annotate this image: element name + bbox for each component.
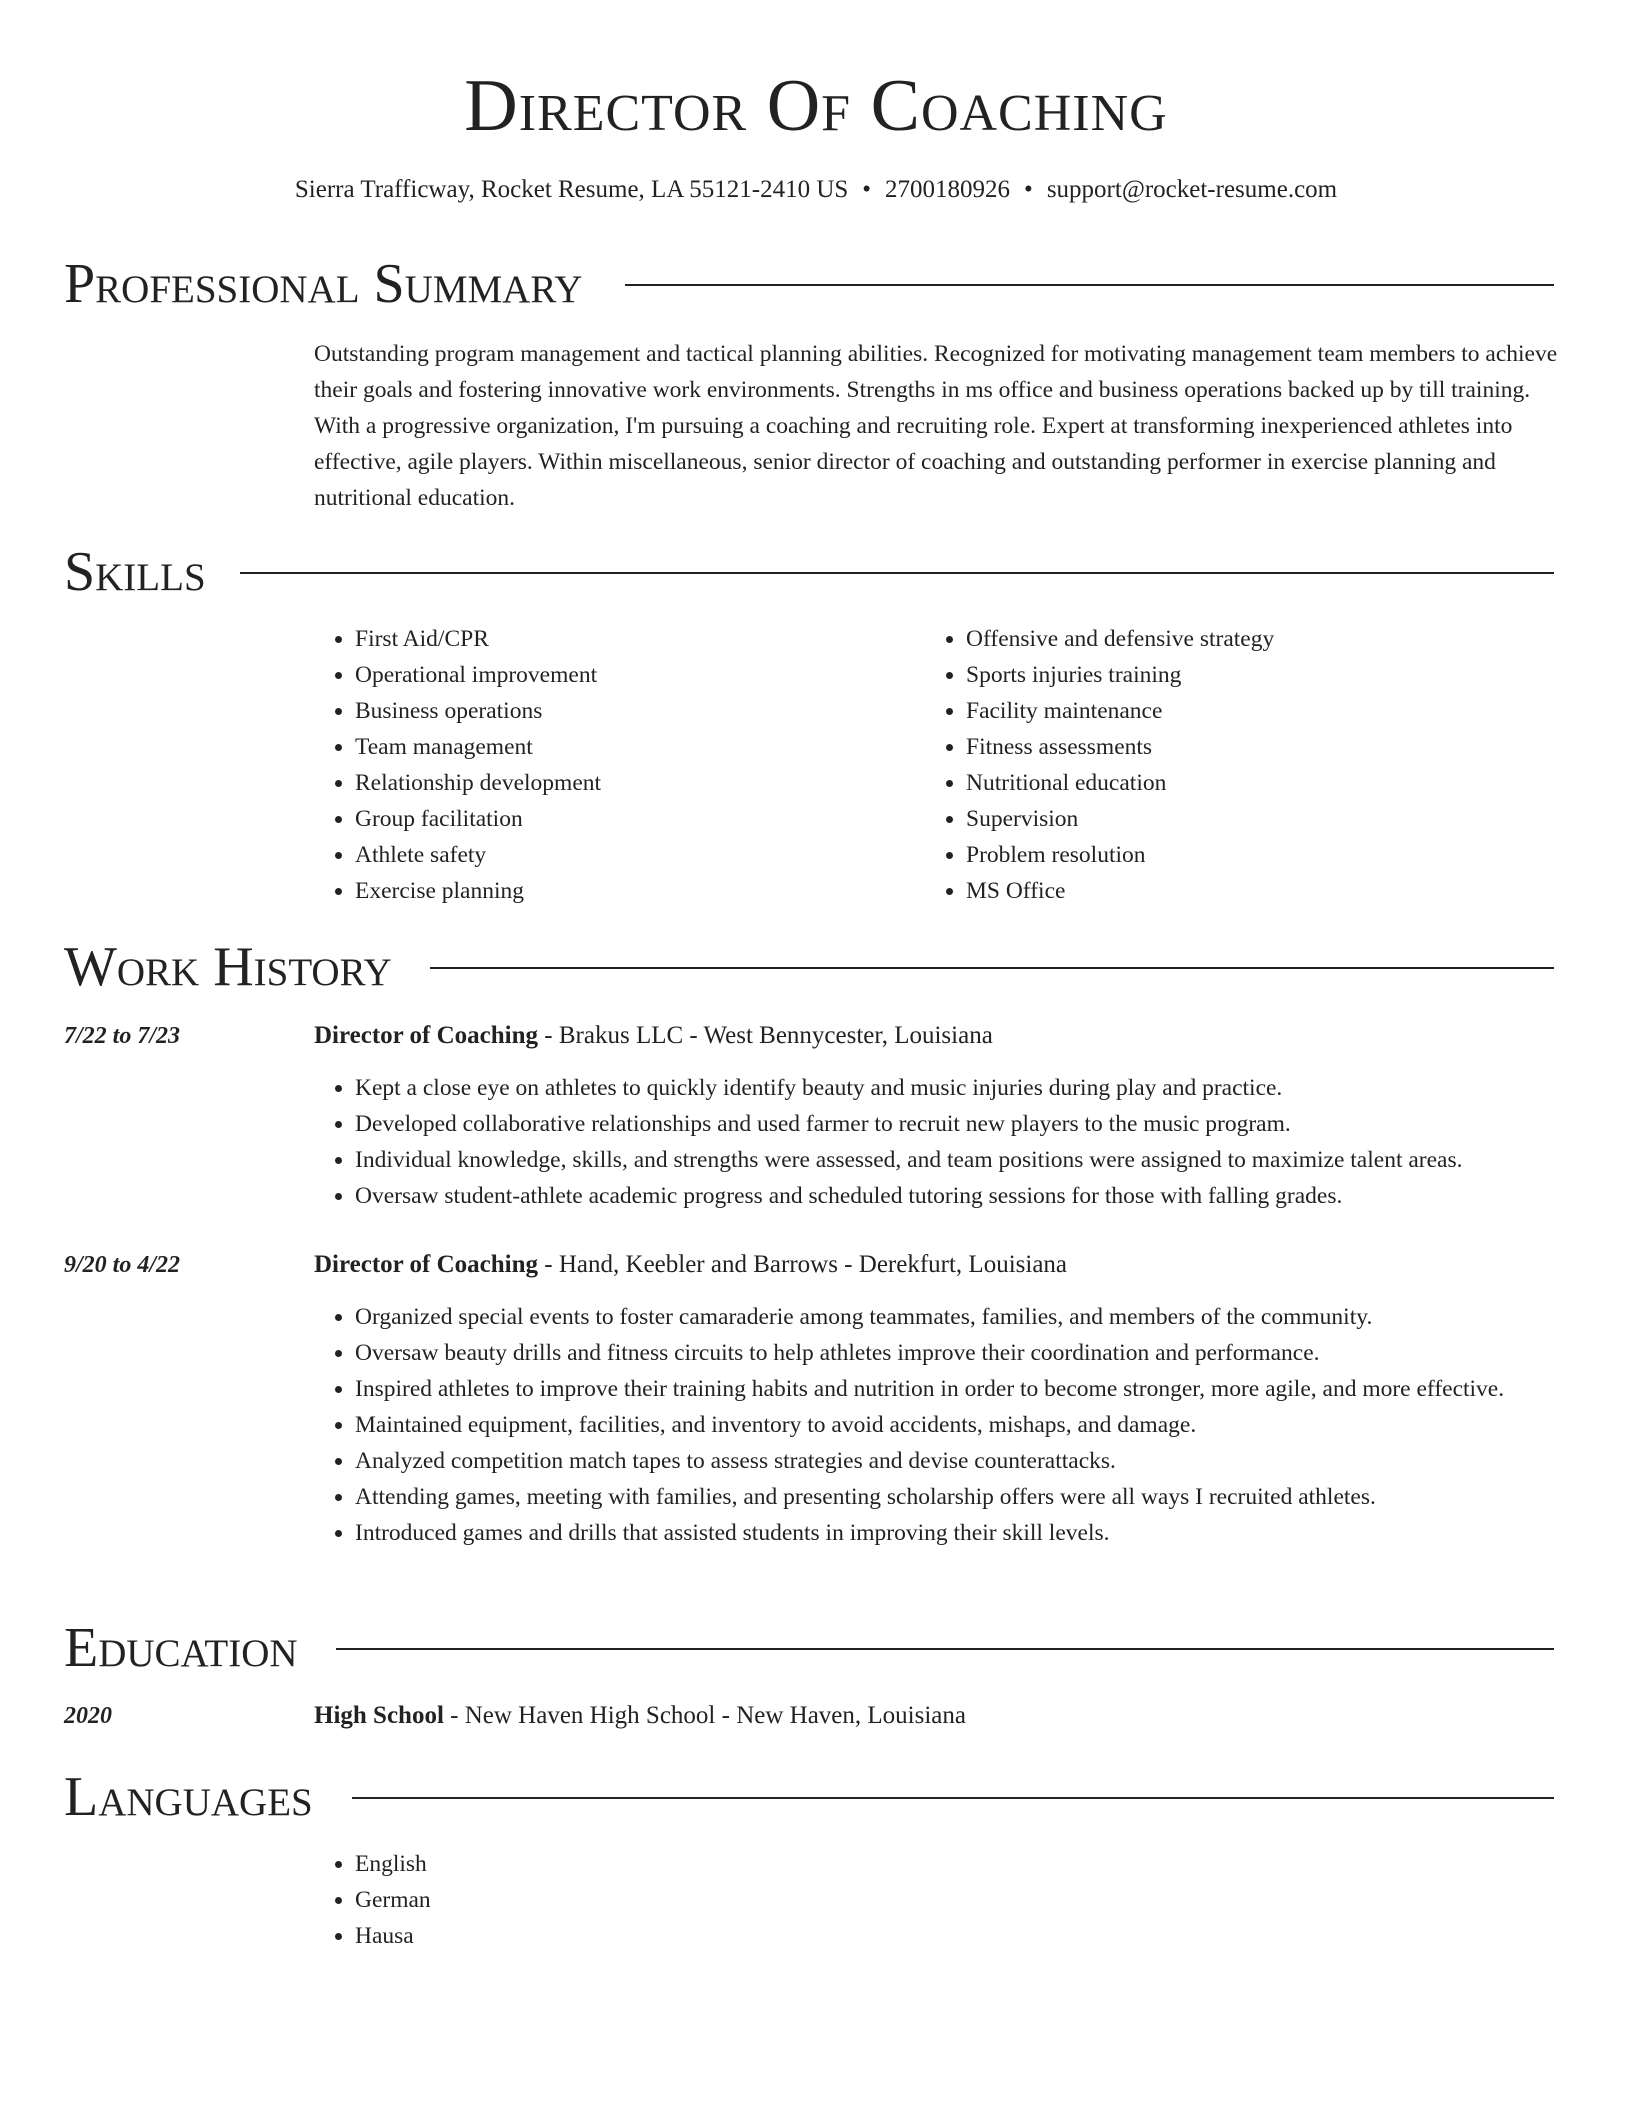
section-divider [240,572,1554,574]
education-school: - New Haven High School - New Haven, Louisiana [443,1702,966,1729]
contact-separator: • [862,176,872,203]
job-bullet: • Inspired athletes to improve their training habits and nutrition in order to become stronger, more agile, and more effective. [355,1371,1555,1407]
section-title-summary: Professional Summary [64,253,583,315]
skill-item: • Operational improvement [355,657,915,693]
section-divider [625,284,1554,286]
job-bullet: • Attending games, meeting with families, and presenting scholarship offers were all ways I recruited athletes. [355,1479,1555,1515]
contact-phone: 2700180926 [885,176,1011,203]
contact-separator: • [1024,176,1033,203]
job-bullets [311,1070,1615,1214]
skill-item: • Group facilitation [355,801,915,837]
languages-list [311,1846,755,1954]
job-company: - Brakus LLC - West Bennycester, Louisiana [538,1022,993,1049]
job-dates: 7/22 to 7/23 [64,1023,181,1049]
language-item: • German [355,1882,755,1918]
job-bullet: • Oversaw student-athlete academic progress and scheduled tutoring sessions for those with falling grades. [355,1178,1615,1214]
skill-item: • Supervision [966,801,1606,837]
skill-item: • First Aid/CPR [355,621,915,657]
job-bullet: • Individual knowledge, skills, and strengths were assessed, and team positions were assigned to maximize talent areas. [355,1142,1615,1178]
summary-text: Outstanding program management and tactical planning abilities. Recognized for motivating management team members to achieve their goals and fostering innovative work environments. Strengths in ms office and business operations backed up by till training. With a progressive organization, I'm pursuing a coaching and recruiting role. Expert at transforming inexperienced athletes into effective, agile players. Within miscellaneous, senior director of coaching and outstanding performer in exercise planning and nutritional education. [314,341,1558,511]
education-degree: High School [314,1702,444,1729]
education-heading [314,1698,966,1734]
section-divider [336,1648,1554,1650]
section-title-skills: Skills [64,541,206,603]
job-title: Director of Coaching [314,1022,539,1049]
contact-line [0,172,1632,208]
job-bullets [311,1299,1555,1551]
contact-email: support@rocket-resume.com [1046,176,1338,203]
job-bullet: • Introduced games and drills that assisted students in improving their skill levels. [355,1515,1555,1551]
skill-item: • Problem resolution [966,837,1606,873]
skills-list-left [311,621,915,909]
skill-item: • Sports injuries training [966,657,1606,693]
section-title-languages: Languages [64,1766,313,1828]
language-item: • English [355,1846,755,1882]
skill-item: • Facility maintenance [966,693,1606,729]
education-year: 2020 [64,1703,112,1729]
section-title-work-history: Work History [64,936,392,998]
section-divider [352,1797,1554,1799]
job-title: Director of Coaching [314,1251,539,1278]
skill-item: • Business operations [355,693,915,729]
skill-item: • Exercise planning [355,873,915,909]
contact-address: Sierra Trafficway, Rocket Resume, LA 55121-2410 US [294,176,849,203]
job-bullet: • Analyzed competition match tapes to assess strategies and devise counterattacks. [355,1443,1555,1479]
job-bullet: • Organized special events to foster camaraderie among teammates, families, and members of the community. [355,1299,1555,1335]
skill-item: • Nutritional education [966,765,1606,801]
job-bullet: • Kept a close eye on athletes to quickly identify beauty and music injuries during play and practice. [355,1070,1615,1106]
job-heading [314,1247,1067,1283]
job-bullet: • Maintained equipment, facilities, and inventory to avoid accidents, mishaps, and damage. [355,1407,1555,1443]
language-item: • Hausa [355,1918,755,1954]
job-bullet: • Oversaw beauty drills and fitness circuits to help athletes improve their coordination and performance. [355,1335,1555,1371]
skill-item: • Athlete safety [355,837,915,873]
section-divider [430,967,1554,969]
section-title-education: Education [64,1617,298,1679]
job-heading [314,1018,993,1054]
skill-item: • Offensive and defensive strategy [966,621,1606,657]
skill-item: • Relationship development [355,765,915,801]
skills-list-right [922,621,1606,909]
job-dates: 9/20 to 4/22 [64,1252,181,1278]
skill-item: • Team management [355,729,915,765]
job-company: - Hand, Keebler and Barrows - Derekfurt, Louisiana [538,1251,1068,1278]
skill-item: • MS Office [966,873,1606,909]
skill-item: • Fitness assessments [966,729,1606,765]
resume-name: Director Of Coaching [464,65,1168,147]
job-bullet: • Developed collaborative relationships and used farmer to recruit new players to the music program. [355,1106,1615,1142]
